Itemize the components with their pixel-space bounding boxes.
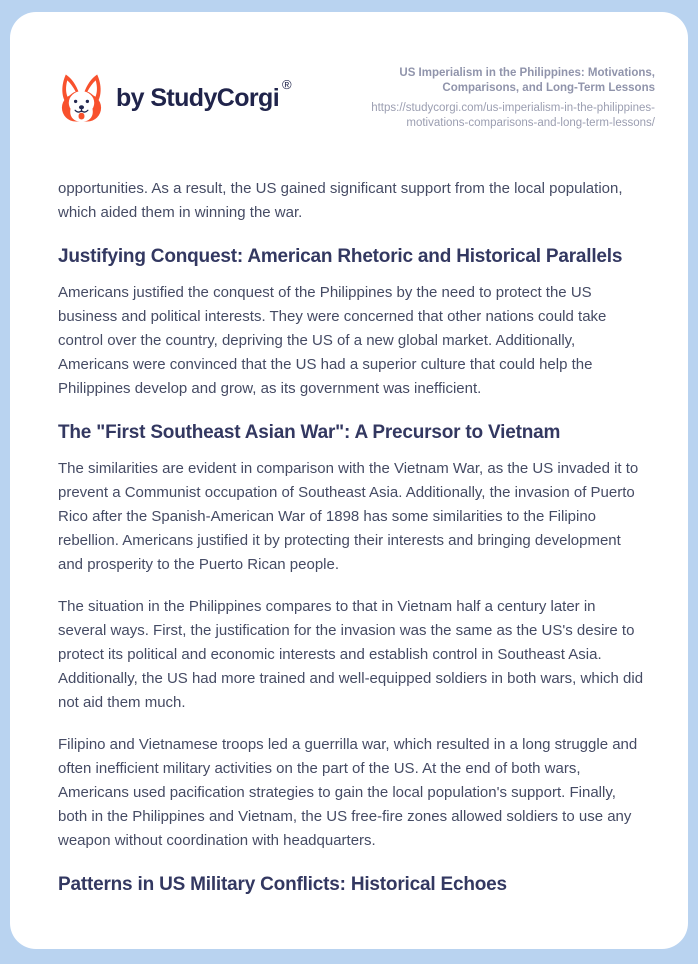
document-card: [10, 12, 688, 949]
document-url-link[interactable]: https://studycorgi.com/us-imperialism-in-the-philippines-motivations-comparisons-and-long-term-lessons/: [371, 102, 655, 130]
brand-label: by StudyCorgi: [116, 83, 280, 112]
document-header: [10, 12, 688, 131]
document-meta: [355, 66, 655, 131]
document-title: US Imperialism in the Philippines: Motivations, Comparisons, and Long-Term Lessons: [399, 67, 655, 95]
paragraph: The similarities are evident in comparison with the Vietnam War, as the US invaded it to prevent a Communist occupation of Southeast Asia. Additionally, the invasion of Puerto Rico after the Spanish-American War of 1898 has some similarities to the Filipino rebellion. Americans justified it by protecting their interests and bringing development and prosperity to the Puerto Rican people.: [58, 459, 639, 573]
studycorgi-brand-link[interactable]: [58, 73, 291, 123]
brand-wordmark: [116, 76, 292, 113]
section-heading: The "First Southeast Asian War": A Precursor to Vietnam: [58, 421, 561, 443]
paragraph: Filipino and Vietnamese troops led a guerrilla war, which resulted in a long struggle and often inefficient military activities on the part of the US. At the end of both wars, Americans used pacification strategies to gain the local population's support. Finally, both in the Philippines and Vietnam, the US free-fire zones allowed soldiers to use any weapon without coordination with headquarters.: [58, 735, 638, 849]
section-heading: Justifying Conquest: American Rhetoric and Historical Parallels: [58, 245, 623, 267]
paragraph: The situation in the Philippines compares to that in Vietnam half a century later in several ways. First, the justification for the invasion was the same as the US's desire to protect its political and economic interests and establish control in Southeast Asia. Additionally, the US had more trained and well-equipped soldiers in both wars, which did not aid them much.: [58, 597, 644, 711]
essay-body: [10, 131, 688, 897]
paragraph: opportunities. As a result, the US gained significant support from the local population, which aided them in winning the war.: [58, 179, 623, 221]
registered-trademark-symbol: ®: [282, 76, 292, 92]
paragraph: Americans justified the conquest of the Philippines by the need to protect the US business and political interests. They were concerned that other nations could take control over the country, depriving the US of a new global market. Additionally, Americans were convinced that the US had a superior culture that could help the Philippines develop and grow, as its government was inefficient.: [58, 283, 607, 397]
section-heading: Patterns in US Military Conflicts: Historical Echoes: [58, 873, 507, 895]
corgi-logo-icon: [58, 73, 105, 123]
